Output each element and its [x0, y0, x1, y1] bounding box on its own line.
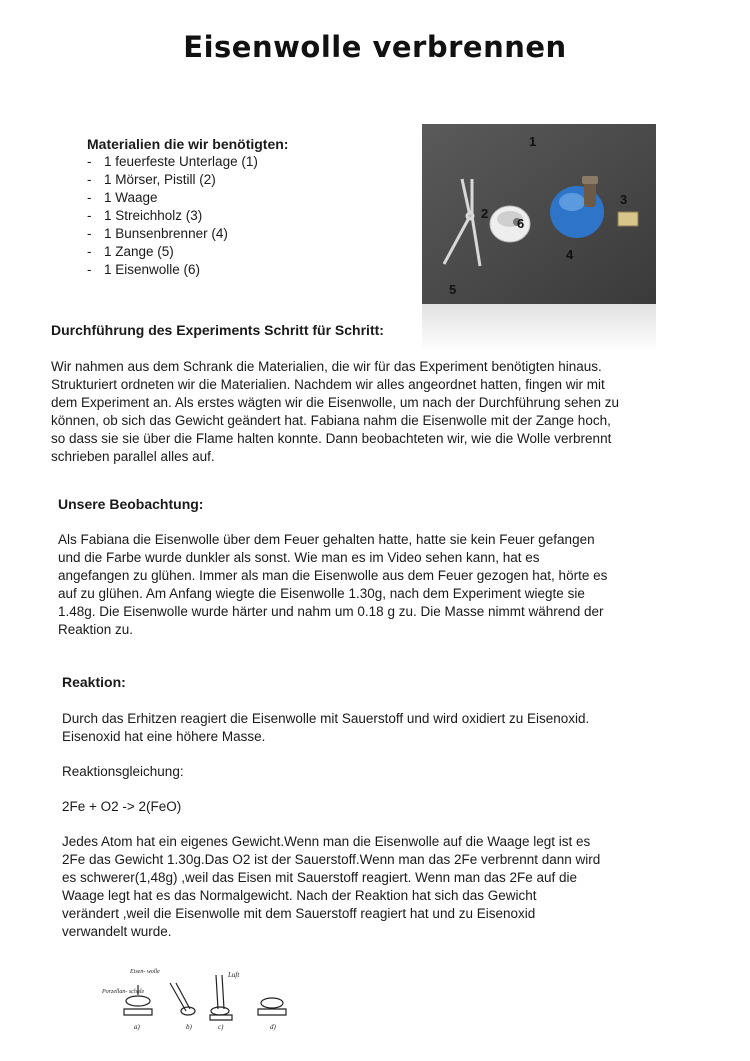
- sketch-label: Luft: [228, 971, 240, 979]
- photo-label: 3: [620, 192, 628, 207]
- sketch-label: Eisen- wolle: [130, 969, 160, 975]
- photo-label: 6: [517, 216, 525, 231]
- photo-label: 1: [529, 134, 537, 149]
- list-item: - 1 Bunsenbrenner (4): [87, 225, 288, 243]
- experiment-photo: [422, 124, 656, 304]
- page-title: Eisenwolle verbrennen: [183, 30, 567, 64]
- reaction-heading: Reaktion:: [62, 674, 126, 690]
- photo-reflection: [422, 304, 656, 352]
- sketch-step: c): [218, 1023, 224, 1031]
- observation-text: Als Fabiana die Eisenwolle über dem Feuer gehalten hatte, hatte sie kein Feuer gefangen und die Farbe wurde dunkler als sonst. Wie man es im Video sehen kann, hat es angefangen zu glühen. Immer als man die Eisenwolle aus dem Feuer gezogen hat, hörte es auf zu glühen. Am Anfang wiegte die Eisenwolle 1.30g, nach dem Experiment wiegte sie 1.48g. Die Eisenwolle wurde härter und nahm um 0.18 g zu. Die Masse nimmt während der Reaktion zu.: [58, 532, 608, 637]
- sketch-step: d): [270, 1023, 276, 1031]
- materials-section: [87, 135, 288, 279]
- reaction-explanation: Jedes Atom hat ein eigenes Gewicht.Wenn man die Eisenwolle auf die Waage legt ist es 2Fe das Gewicht 1.30g.Das O2 ist der Sauerstoff.Wenn man das 2Fe verbrennt dann wird es schwerer(1,48g) ,weil das Eisen mit Sauerstoff reagiert. Wenn man das 2Fe auf die Waage legt hat es das Normalgewicht. Nach der Reaktion hat sich das Gewicht verändert ,weil die Eisenwolle mit dem Sauerstoff reagiert hat und zu Eisenoxid verwandelt wurde.: [62, 834, 601, 939]
- experiment-sketch: [100, 965, 320, 1035]
- procedure-heading: Durchführung des Experiments Schritt für Schritt:: [51, 322, 384, 338]
- sketch-step: b): [186, 1023, 192, 1031]
- list-item: - 1 Waage: [87, 189, 288, 207]
- list-item: - 1 Streichholz (3): [87, 207, 288, 225]
- list-item: - 1 feuerfeste Unterlage (1): [87, 153, 288, 171]
- reaction-intro: Durch das Erhitzen reagiert die Eisenwolle mit Sauerstoff und wird oxidiert zu Eisenoxid. Eisenoxid hat eine höhere Masse.: [62, 711, 590, 744]
- photo-label: 2: [481, 206, 489, 221]
- materials-list: [87, 153, 288, 279]
- matchbox-shape: [618, 212, 638, 226]
- list-item: - 1 Zange (5): [87, 243, 288, 261]
- list-item: - 1 Mörser, Pistill (2): [87, 171, 288, 189]
- sketch-step: a): [134, 1023, 140, 1031]
- procedure-text: Wir nahmen aus dem Schrank die Materialien, die wir für das Experiment benötigten hinaus. Strukturiert ordneten wir die Materialien. Nachdem wir alles angeordnet hatten, fingen wir mit dem Experiment an. Als erstes wägten wir die Eisenwolle, um nach der Durchführung sehen zu können, ob sich das Gewicht geändert hat. Fabiana nahm die Eisenwolle mit der Zange hoch, so dass sie sie über die Flame halten konnte. Dann beobachteten wir, wie die Wolle verbrennt schrieben parallel alles auf.: [51, 359, 620, 464]
- materials-heading: Materialien die wir benötigten:: [87, 136, 289, 152]
- photo-label: 5: [449, 282, 457, 297]
- photo-label: 4: [566, 247, 574, 262]
- sketch-label: Porzellan- schale: [102, 989, 145, 995]
- reaction-equation: 2Fe + O2 -> 2(FeO): [62, 799, 182, 814]
- observation-heading: Unsere Beobachtung:: [58, 496, 204, 512]
- list-item: - 1 Eisenwolle (6): [87, 261, 288, 279]
- equation-label: Reaktionsgleichung:: [62, 764, 184, 779]
